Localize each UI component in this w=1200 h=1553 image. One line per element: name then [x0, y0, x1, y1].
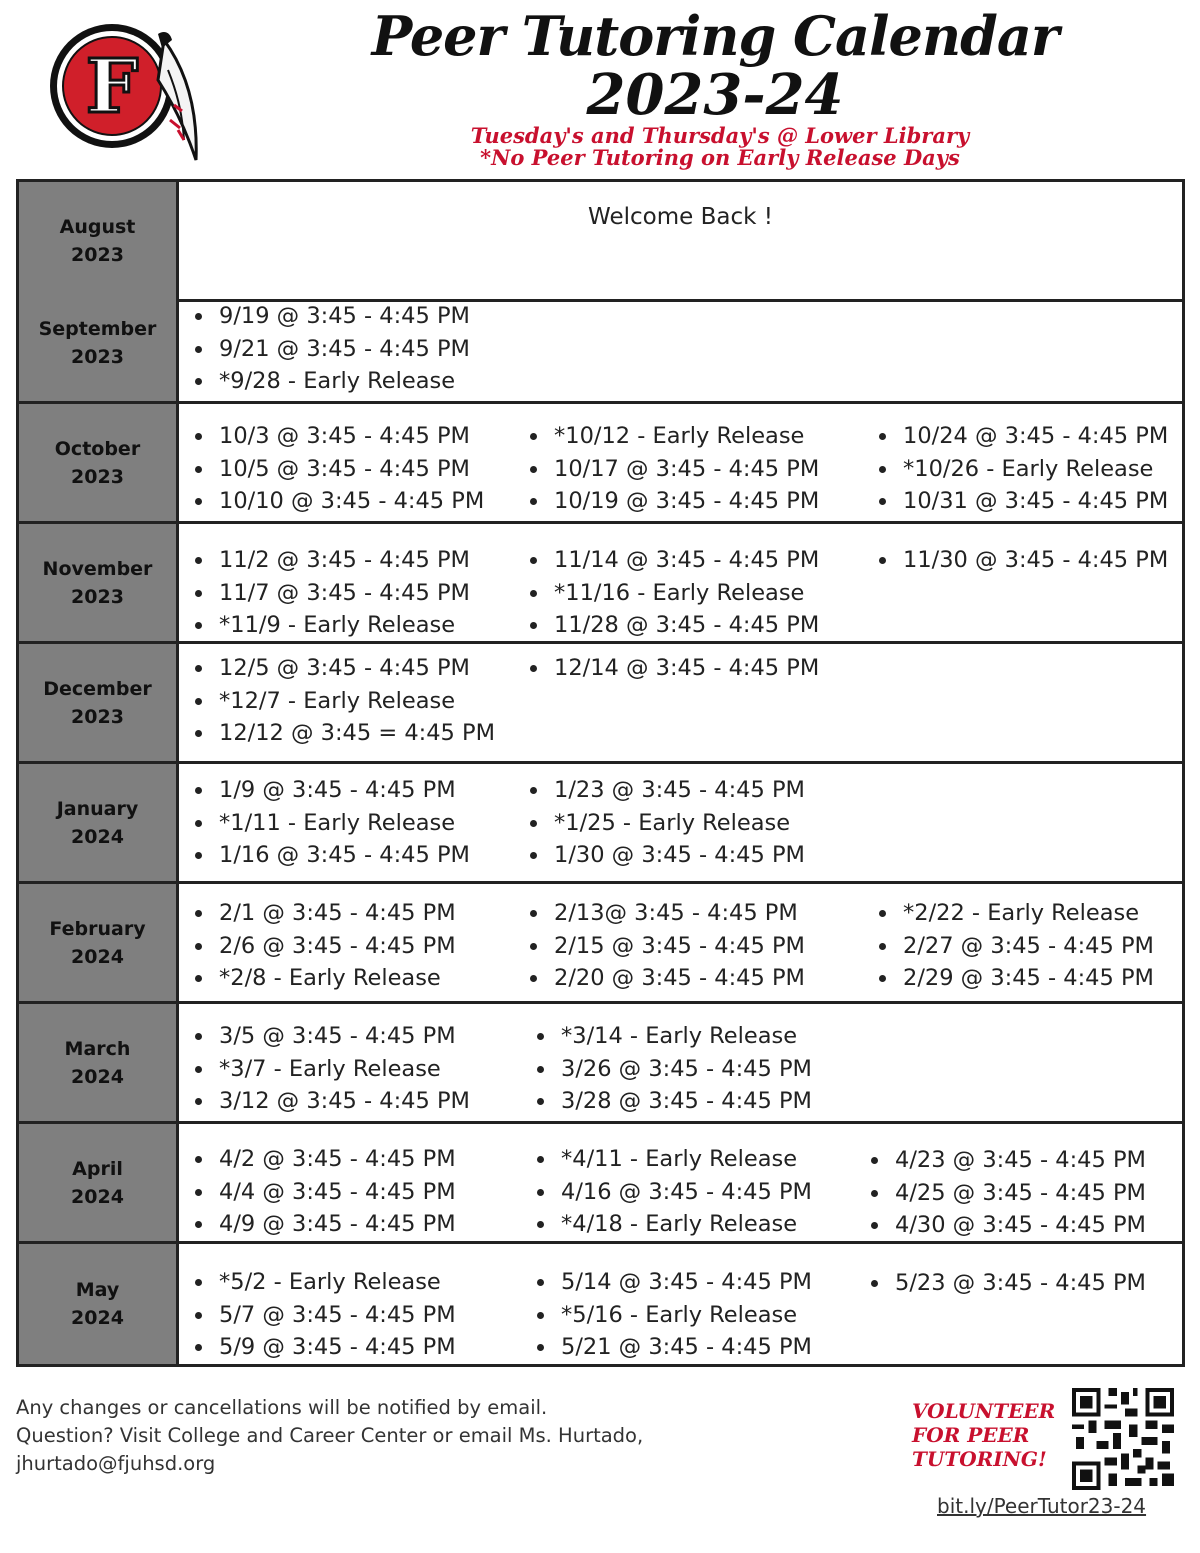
- month-name: September: [38, 317, 157, 340]
- month-cell: [19, 764, 179, 881]
- month-row-october: [19, 404, 1182, 524]
- session-list: [191, 774, 470, 872]
- session-item: 5/23 @ 3:45 - 4:45 PM: [867, 1267, 1146, 1300]
- session-list: [191, 420, 484, 518]
- subtitle-note: *No Peer Tutoring on Early Release Days: [480, 145, 960, 170]
- session-item: *3/14 - Early Release: [533, 1020, 812, 1053]
- page-title-year: 2023-24: [586, 62, 844, 128]
- volunteer-callout: [912, 1399, 1055, 1471]
- month-name: October: [54, 437, 141, 460]
- session-list: [533, 1020, 812, 1118]
- month-cell: [19, 1124, 179, 1241]
- session-item: 5/21 @ 3:45 - 4:45 PM: [533, 1331, 812, 1364]
- session-item: *12/7 - Early Release: [191, 685, 495, 718]
- session-list: [867, 1144, 1146, 1242]
- month-year: 2023: [71, 243, 124, 266]
- session-item: *11/9 - Early Release: [191, 609, 470, 642]
- session-list: [526, 897, 805, 995]
- session-item: 4/2 @ 3:45 - 4:45 PM: [191, 1143, 456, 1176]
- month-year: 2023: [71, 345, 124, 368]
- month-year: 2023: [71, 465, 124, 488]
- qr-code-icon[interactable]: [1072, 1388, 1174, 1490]
- session-item: 10/3 @ 3:45 - 4:45 PM: [191, 420, 484, 453]
- session-item: *9/28 - Early Release: [191, 365, 470, 398]
- session-item: *5/2 - Early Release: [191, 1266, 456, 1299]
- session-list: [191, 300, 470, 398]
- month-cell: [19, 644, 179, 761]
- month-cell: [19, 1244, 179, 1364]
- session-item: 3/5 @ 3:45 - 4:45 PM: [191, 1020, 470, 1053]
- session-item: 11/7 @ 3:45 - 4:45 PM: [191, 577, 470, 610]
- month-year: 2024: [71, 1307, 124, 1329]
- session-item: *2/8 - Early Release: [191, 962, 456, 995]
- footer-notes: [16, 1394, 643, 1478]
- subtitle-location: Tuesday's and Thursday's @ Lower Library: [470, 123, 970, 148]
- month-row-may: [19, 1244, 1182, 1364]
- month-cell: [19, 284, 179, 401]
- session-list: [875, 420, 1168, 518]
- session-item: 11/30 @ 3:45 - 4:45 PM: [875, 544, 1168, 577]
- footer-line: Question? Visit College and Career Center or email Ms. Hurtado,: [16, 1424, 644, 1447]
- session-list: [533, 1143, 812, 1241]
- session-item: 11/14 @ 3:45 - 4:45 PM: [526, 544, 819, 577]
- session-item: 2/27 @ 3:45 - 4:45 PM: [875, 930, 1154, 963]
- session-item: 12/12 @ 3:45 = 4:45 PM: [191, 717, 495, 750]
- session-item: 4/30 @ 3:45 - 4:45 PM: [867, 1209, 1146, 1242]
- session-list: [191, 897, 456, 995]
- session-item: 4/16 @ 3:45 - 4:45 PM: [533, 1176, 812, 1209]
- month-row-january: [19, 764, 1182, 884]
- session-item: 12/5 @ 3:45 - 4:45 PM: [191, 652, 495, 685]
- session-list: [191, 1266, 456, 1364]
- month-row-february: [19, 884, 1182, 1004]
- session-item: 4/23 @ 3:45 - 4:45 PM: [867, 1144, 1146, 1177]
- session-list: [526, 652, 819, 685]
- month-cell: [19, 404, 179, 521]
- session-item: 5/9 @ 3:45 - 4:45 PM: [191, 1331, 456, 1364]
- month-year: 2023: [71, 705, 124, 728]
- session-item: 5/14 @ 3:45 - 4:45 PM: [533, 1266, 812, 1299]
- session-item: 10/17 @ 3:45 - 4:45 PM: [526, 453, 819, 486]
- session-item: 1/9 @ 3:45 - 4:45 PM: [191, 774, 470, 807]
- month-year: 2024: [71, 1185, 124, 1208]
- session-list: [875, 897, 1154, 995]
- month-name: November: [42, 557, 153, 580]
- month-name: March: [64, 1037, 131, 1060]
- session-item: 2/20 @ 3:45 - 4:45 PM: [526, 962, 805, 995]
- session-item: 2/15 @ 3:45 - 4:45 PM: [526, 930, 805, 963]
- volunteer-line: FOR PEER: [912, 1423, 1030, 1447]
- signup-link[interactable]: bit.ly/PeerTutor23-24: [937, 1494, 1147, 1518]
- session-item: 2/13@ 3:45 - 4:45 PM: [526, 897, 805, 930]
- month-name: April: [72, 1157, 123, 1180]
- session-list: [191, 1143, 456, 1241]
- session-item: 3/28 @ 3:45 - 4:45 PM: [533, 1085, 812, 1118]
- volunteer-line: TUTORING!: [912, 1447, 1047, 1471]
- month-row-november: [19, 524, 1182, 644]
- month-cell: [19, 182, 179, 299]
- session-item: *10/12 - Early Release: [526, 420, 819, 453]
- session-list: [875, 544, 1168, 577]
- month-year: 2024: [71, 1065, 124, 1088]
- month-cell: [19, 524, 179, 641]
- session-item: 9/19 @ 3:45 - 4:45 PM: [191, 300, 470, 333]
- session-item: 10/19 @ 3:45 - 4:45 PM: [526, 485, 819, 518]
- session-item: 2/6 @ 3:45 - 4:45 PM: [191, 930, 456, 963]
- month-row-march: [19, 1004, 1182, 1124]
- welcome-text: Welcome Back !: [588, 204, 773, 230]
- session-item: 5/7 @ 3:45 - 4:45 PM: [191, 1299, 456, 1332]
- logo-letter: F: [85, 44, 139, 130]
- session-item: 2/1 @ 3:45 - 4:45 PM: [191, 897, 456, 930]
- session-item: *4/11 - Early Release: [533, 1143, 812, 1176]
- session-item: 1/23 @ 3:45 - 4:45 PM: [526, 774, 805, 807]
- month-year: 2024: [71, 825, 124, 848]
- session-item: 12/14 @ 3:45 - 4:45 PM: [526, 652, 819, 685]
- session-item: *1/11 - Early Release: [191, 807, 470, 840]
- session-item: *3/7 - Early Release: [191, 1053, 470, 1086]
- session-item: 11/28 @ 3:45 - 4:45 PM: [526, 609, 819, 642]
- page-title: Peer Tutoring Calendar: [371, 4, 1059, 68]
- volunteer-line: VOLUNTEER: [912, 1399, 1056, 1423]
- session-item: 11/2 @ 3:45 - 4:45 PM: [191, 544, 470, 577]
- session-item: 10/10 @ 3:45 - 4:45 PM: [191, 485, 484, 518]
- session-list: [526, 420, 819, 518]
- session-item: *11/16 - Early Release: [526, 577, 819, 610]
- session-item: *4/18 - Early Release: [533, 1208, 812, 1241]
- session-item: 4/4 @ 3:45 - 4:45 PM: [191, 1176, 456, 1209]
- session-item: 1/30 @ 3:45 - 4:45 PM: [526, 839, 805, 872]
- session-item: 10/24 @ 3:45 - 4:45 PM: [875, 420, 1168, 453]
- session-item: 3/26 @ 3:45 - 4:45 PM: [533, 1053, 812, 1086]
- session-item: 9/21 @ 3:45 - 4:45 PM: [191, 333, 470, 366]
- session-list: [191, 544, 470, 642]
- month-cell: [19, 884, 179, 1001]
- school-logo-icon: [46, 10, 208, 168]
- session-item: *5/16 - Early Release: [533, 1299, 812, 1332]
- session-item: 3/12 @ 3:45 - 4:45 PM: [191, 1085, 470, 1118]
- calendar-table: [16, 179, 1185, 1367]
- session-item: 2/29 @ 3:45 - 4:45 PM: [875, 962, 1154, 995]
- session-item: 4/25 @ 3:45 - 4:45 PM: [867, 1177, 1146, 1210]
- session-item: *2/22 - Early Release: [875, 897, 1154, 930]
- month-row-april: [19, 1124, 1182, 1244]
- session-list: [191, 652, 495, 750]
- session-item: 10/5 @ 3:45 - 4:45 PM: [191, 453, 484, 486]
- session-item: 10/31 @ 3:45 - 4:45 PM: [875, 485, 1168, 518]
- month-name: August: [59, 215, 136, 238]
- month-name: February: [49, 917, 146, 940]
- session-item: 1/16 @ 3:45 - 4:45 PM: [191, 839, 470, 872]
- month-year: 2024: [71, 945, 124, 968]
- session-item: 4/9 @ 3:45 - 4:45 PM: [191, 1208, 456, 1241]
- month-name: May: [75, 1279, 120, 1301]
- session-list: [533, 1266, 812, 1364]
- month-name: December: [43, 677, 152, 700]
- session-list: [191, 1020, 470, 1118]
- session-item: *1/25 - Early Release: [526, 807, 805, 840]
- month-year: 2023: [71, 585, 124, 608]
- month-row-december: [19, 644, 1182, 764]
- session-item: *10/26 - Early Release: [875, 453, 1168, 486]
- session-list: [526, 774, 805, 872]
- session-list: [867, 1267, 1146, 1300]
- contact-email[interactable]: jhurtado@fjuhsd.org: [16, 1452, 216, 1475]
- month-name: January: [56, 797, 139, 820]
- footer-line: Any changes or cancellations will be notified by email.: [16, 1396, 548, 1419]
- session-list: [526, 544, 819, 642]
- month-cell: [19, 1004, 179, 1121]
- month-row-september: [19, 284, 1182, 404]
